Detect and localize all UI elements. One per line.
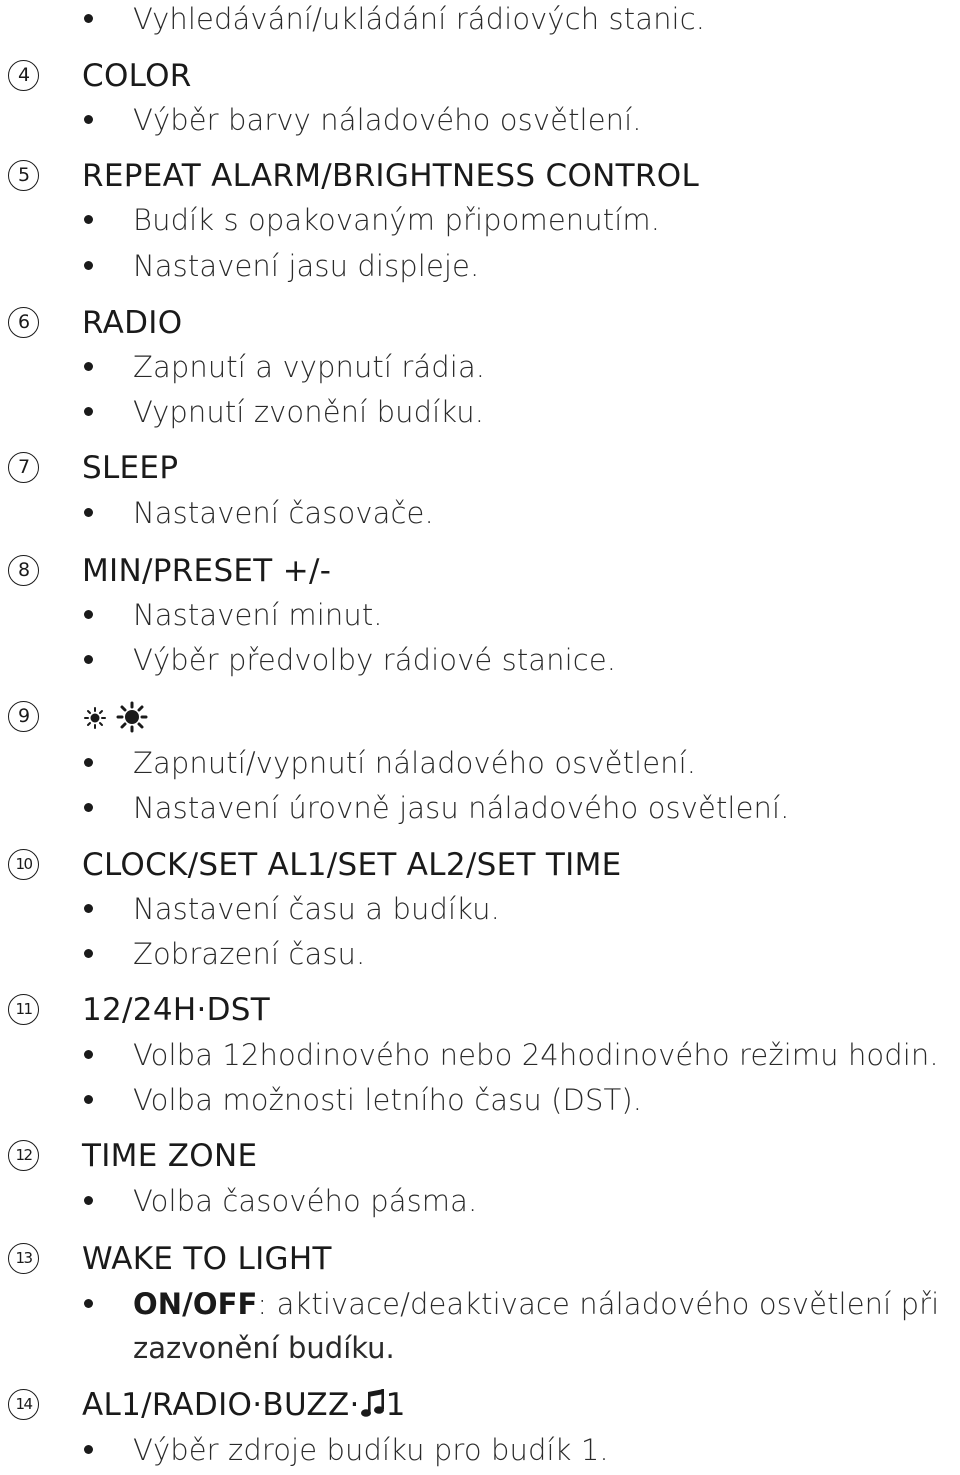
item-text: Zapnutí/vypnutí náladového osvětlení. xyxy=(133,746,697,780)
sun-large-icon xyxy=(118,703,146,731)
bullet xyxy=(84,1299,93,1308)
section-number: 13 xyxy=(8,1243,39,1274)
section-title xyxy=(82,1386,406,1427)
item-text: Volba možnosti letního času (DST). xyxy=(133,1083,643,1117)
item-text: Budík s opakovaným připomenutím. xyxy=(133,203,661,237)
section-title: CLOCK/SET AL1/SET AL2/SET TIME xyxy=(82,847,622,883)
bullet xyxy=(84,610,93,619)
item-text: Nastavení minut. xyxy=(133,598,383,632)
bullet xyxy=(84,758,93,767)
item-text: Výběr zdroje budíku pro budík 1. xyxy=(133,1433,609,1467)
item-text: Volba časového pásma. xyxy=(133,1184,478,1218)
bullet xyxy=(84,215,93,224)
bullet xyxy=(84,1050,93,1059)
section-title: TIME ZONE xyxy=(82,1138,258,1174)
bullet xyxy=(84,261,93,270)
item-text: Volba 12hodinového nebo 24hodinového režimu hodin. xyxy=(133,1038,939,1072)
item-strong: ON/OFF xyxy=(133,1287,258,1321)
music-note-icon xyxy=(360,1388,386,1427)
bullet xyxy=(84,803,93,812)
bullet xyxy=(84,1196,93,1205)
section-title: RADIO xyxy=(82,305,183,341)
brightness-icons xyxy=(82,700,162,736)
bullet xyxy=(84,904,93,913)
section-number: 9 xyxy=(8,701,39,732)
section-number: 10 xyxy=(8,849,39,880)
section-number: 8 xyxy=(8,555,39,586)
bullet xyxy=(84,14,93,23)
item-text: Nastavení časovače. xyxy=(133,496,434,530)
bullet xyxy=(84,949,93,958)
section-number: 6 xyxy=(8,307,39,338)
item-text: Výběr barvy náladového osvětlení. xyxy=(133,103,642,137)
bullet xyxy=(84,407,93,416)
bullet xyxy=(84,362,93,371)
item-text: Vypnutí zvonění budíku. xyxy=(133,395,485,429)
section-number: 7 xyxy=(8,452,39,483)
section-number: 11 xyxy=(8,994,39,1025)
bullet xyxy=(84,508,93,517)
bullet xyxy=(84,1095,93,1104)
item-text: zazvonění budíku. xyxy=(133,1331,395,1365)
section-title: SLEEP xyxy=(82,450,179,486)
section-number: 4 xyxy=(8,60,39,91)
section-title: MIN/PRESET +/- xyxy=(82,553,332,589)
section-number: 5 xyxy=(8,160,39,191)
section-title: REPEAT ALARM/BRIGHTNESS CONTROL xyxy=(82,158,700,194)
item-text: Vyhledávání/ukládání rádiových stanic. xyxy=(133,2,706,36)
item-text: Nastavení času a budíku. xyxy=(133,892,500,926)
section-title: COLOR xyxy=(82,58,192,94)
item-text: Zapnutí a vypnutí rádia. xyxy=(133,350,486,384)
title-part-b: 1 xyxy=(385,1387,406,1423)
item-rest: : aktivace/deaktivace náladového osvětlení při xyxy=(257,1287,940,1321)
bullet xyxy=(84,115,93,124)
item-text: Zobrazení času. xyxy=(133,937,366,971)
section-number: 12 xyxy=(8,1140,39,1171)
item-text xyxy=(133,1285,939,1323)
section-title: WAKE TO LIGHT xyxy=(82,1241,332,1277)
item-text: Výběr předvolby rádiové stanice. xyxy=(133,643,617,677)
title-part-a: AL1/RADIO·BUZZ· xyxy=(82,1387,360,1423)
bullet xyxy=(84,1445,93,1454)
item-text: Nastavení úrovně jasu náladového osvětlení. xyxy=(133,791,790,825)
item-text: Nastavení jasu displeje. xyxy=(133,249,480,283)
bullet xyxy=(84,655,93,664)
section-title: 12/24H·DST xyxy=(82,992,270,1028)
section-number: 14 xyxy=(8,1389,39,1420)
sun-small-icon xyxy=(85,708,105,728)
